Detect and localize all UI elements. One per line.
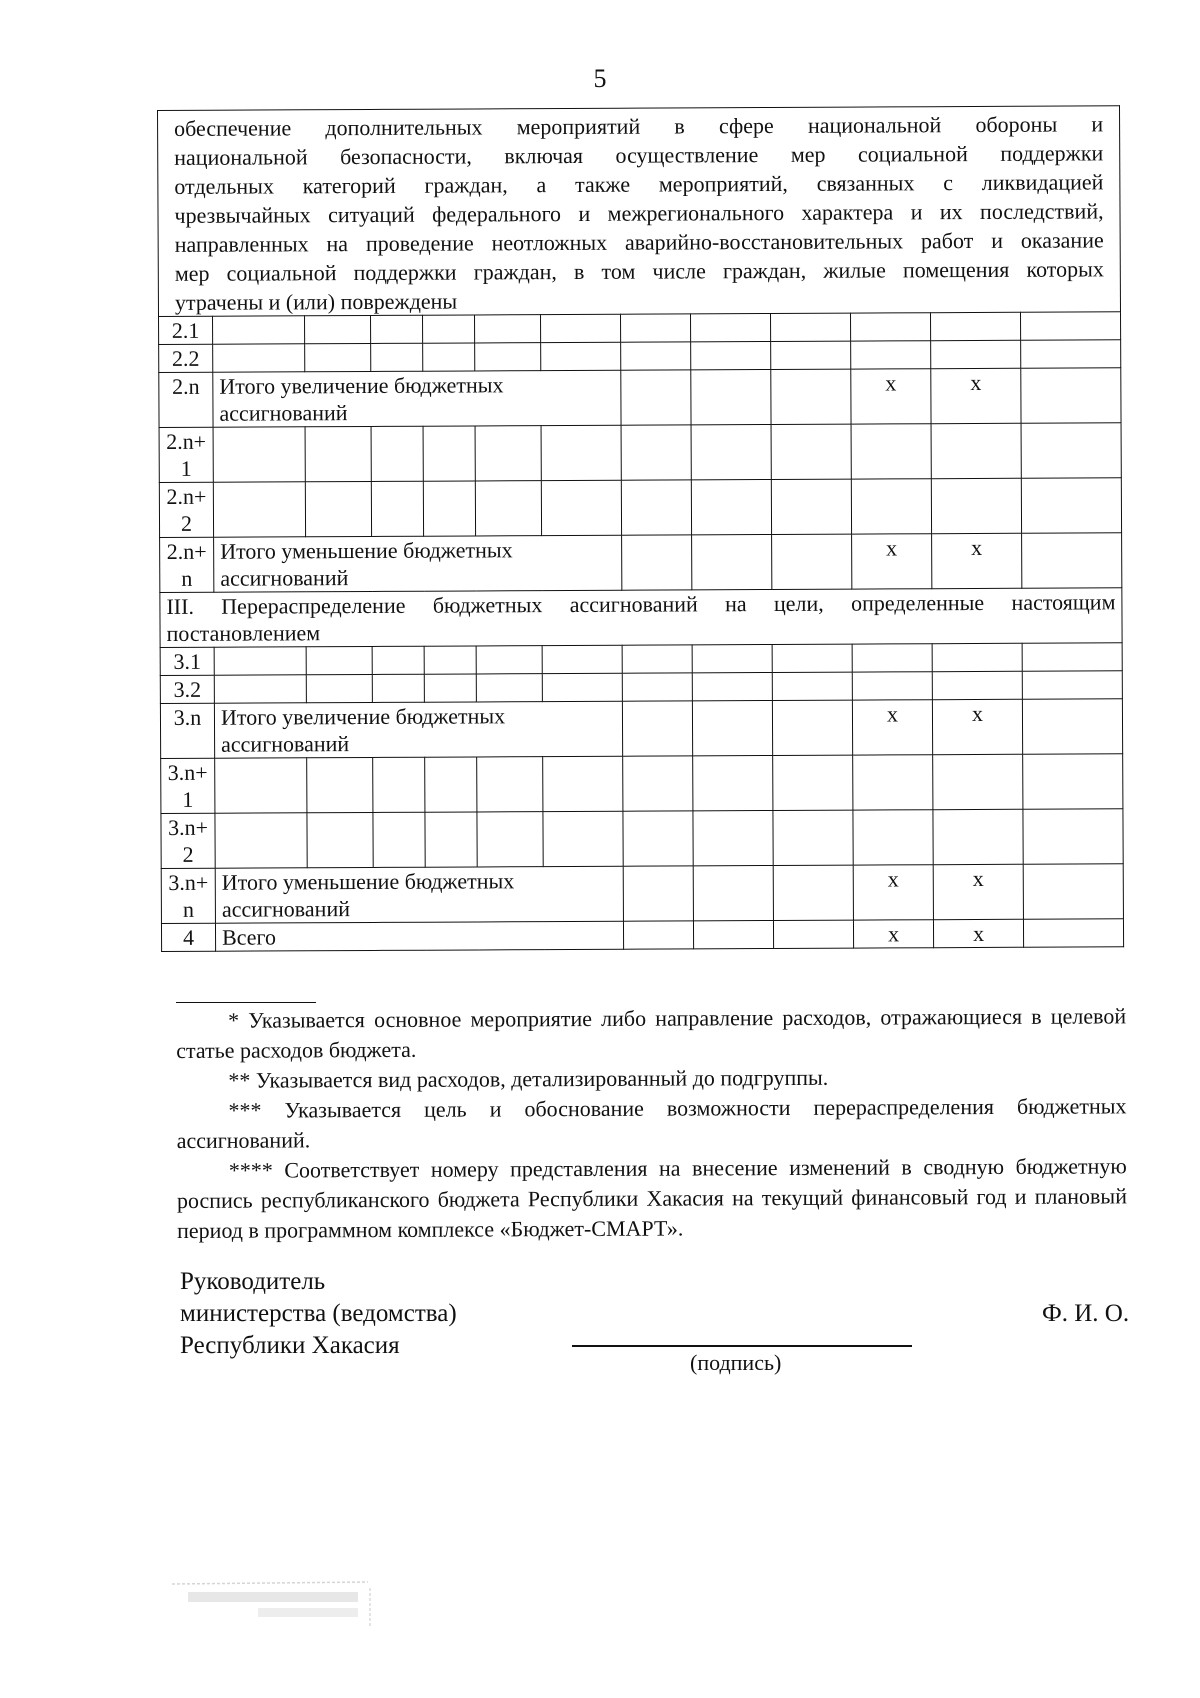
- row-number: 3.2: [160, 675, 214, 703]
- not-applicable-mark: х: [932, 699, 1022, 754]
- section-header: III. Перераспределение бюджетных ассигнований на цели, определенные настоящим постановлением: [160, 588, 1122, 648]
- row-label: Итого уменьшение бюджетных ассигнований: [215, 866, 623, 923]
- footnotes: [176, 1001, 1127, 1246]
- footnote-divider: [176, 1002, 316, 1003]
- row-number: 2.n+ n: [160, 537, 214, 592]
- row-number: 3.n+ n: [161, 868, 215, 923]
- signature-line: [572, 1345, 912, 1347]
- row-number: 3.1: [160, 647, 214, 675]
- faint-stamp-mark: [168, 1578, 378, 1630]
- row-number: 2.n+ 1: [159, 427, 213, 482]
- section-header-row: [160, 588, 1122, 648]
- not-applicable-mark: х: [931, 368, 1021, 423]
- subtotal-row: [160, 699, 1122, 759]
- subtotal-row: [159, 368, 1121, 428]
- table-row: [161, 754, 1123, 814]
- not-applicable-mark: х: [852, 534, 932, 589]
- not-applicable-mark: х: [933, 864, 1023, 919]
- footnote-3: *** Указывается цель и обоснование возможности перераспределения бюджетных ассигнований.: [176, 1093, 1127, 1153]
- intro-line: чрезвычайных ситуаций федерального и межрегионального характера и их последствий,: [174, 198, 1104, 228]
- table-row: [159, 423, 1121, 483]
- budget-allocation-table: [157, 105, 1124, 952]
- intro-line: отдельных категорий граждан, а также мероприятий, связанных с ликвидацией: [174, 169, 1104, 199]
- intro-line: национальной безопасности, включая осуществление мер социальной поддержки: [174, 140, 1104, 170]
- intro-line: обеспечение дополнительных мероприятий в сфере национальной обороны и: [174, 111, 1104, 141]
- intro-line: мер социальной поддержки граждан, в том числе граждан, жилые помещения которых: [174, 256, 1104, 286]
- signatory-line: Руководитель: [180, 1268, 326, 1295]
- subtotal-row: [160, 533, 1122, 593]
- signatory-name: Ф. И. О.: [1042, 1300, 1130, 1327]
- not-applicable-mark: х: [853, 865, 933, 920]
- not-applicable-mark: х: [851, 369, 931, 424]
- intro-line: утрачены и (или) повреждены: [174, 288, 458, 315]
- footnote-4: **** Соответствует номеру представления на внесение изменений в сводную бюджетную роспись республиканского бюджета Республики Хакасия на текущий финансовый год и плановый период в программном комплексе «Бюджет-СМАРТ».: [176, 1153, 1128, 1243]
- page-number: 5: [593, 64, 607, 93]
- footnote-2: ** Указывается вид расходов, детализированный до подгруппы.: [228, 1064, 829, 1093]
- row-number: 3.n: [160, 703, 214, 758]
- intro-text-cell: [158, 106, 1121, 317]
- signatory-line: Республики Хакасия: [180, 1332, 400, 1359]
- row-label: Итого увеличение бюджетных ассигнований: [214, 701, 622, 758]
- not-applicable-mark: х: [852, 700, 932, 755]
- signature-caption: (подпись): [690, 1350, 782, 1375]
- row-number: 2.1: [159, 316, 213, 344]
- subtotal-row: [161, 864, 1123, 924]
- footnote-1: * Указывается основное мероприятие либо направление расходов, отражающиеся в целевой статье расходов бюджета.: [176, 1003, 1127, 1063]
- not-applicable-mark: х: [853, 920, 933, 948]
- row-number: 2.n+ 2: [159, 482, 213, 537]
- row-number: 2.n: [159, 372, 213, 427]
- intro-row: [158, 106, 1121, 317]
- table-row: [159, 478, 1121, 538]
- signatory-title: [180, 1266, 457, 1362]
- row-label: Всего: [215, 921, 623, 951]
- row-number: 3.n+ 2: [161, 813, 215, 868]
- not-applicable-mark: х: [933, 919, 1023, 947]
- row-number: 3.n+ 1: [161, 758, 215, 813]
- row-number: 4: [161, 923, 215, 951]
- row-label: Итого уменьшение бюджетных ассигнований: [214, 535, 622, 592]
- intro-line: направленных на проведение неотложных аварийно-восстановительных работ и оказание: [174, 227, 1104, 257]
- signatory-line: министерства (ведомства): [180, 1300, 457, 1327]
- row-label: Итого увеличение бюджетных ассигнований: [213, 370, 621, 427]
- row-number: 2.2: [159, 344, 213, 372]
- table-row: [161, 809, 1123, 869]
- not-applicable-mark: х: [932, 533, 1022, 588]
- total-row: [161, 919, 1123, 952]
